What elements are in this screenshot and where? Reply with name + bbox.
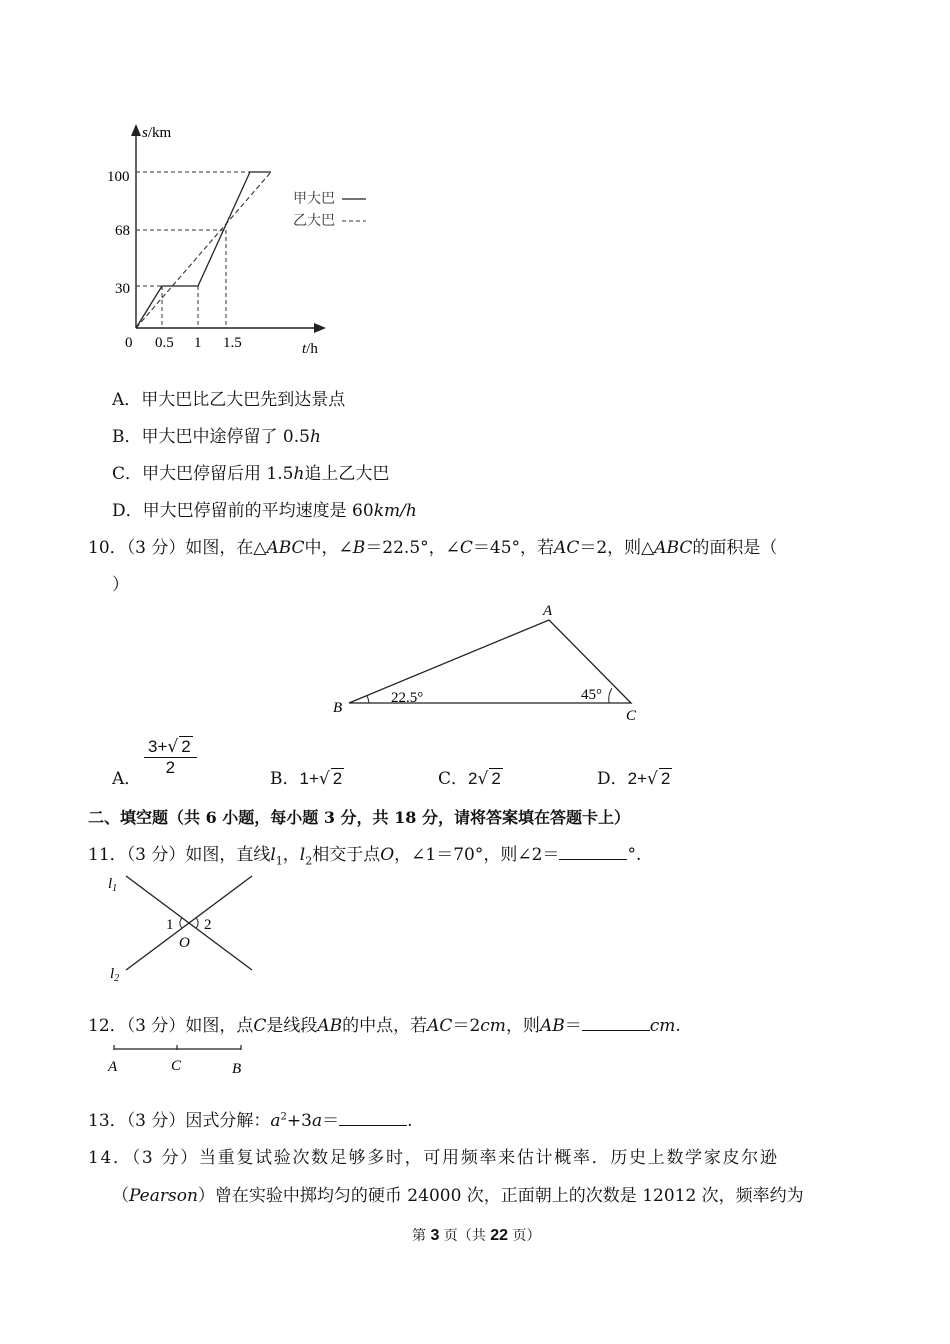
q10-stem <box>88 533 777 558</box>
segment-figure <box>100 1040 260 1078</box>
x-axis-label-t: t <box>302 341 307 357</box>
l1-sub: 1 <box>112 883 118 894</box>
angle-1-arc <box>180 918 182 928</box>
q13-text: 13．（3 分）因式分解： <box>88 1111 271 1131</box>
option-text: 甲大巴停留前的平均速度是 60 <box>142 501 374 521</box>
footer-text: 页（共 <box>439 1228 491 1244</box>
x-axis-arrow <box>314 323 326 333</box>
label-l1 <box>108 876 117 894</box>
q11-stem <box>88 840 641 867</box>
q13-text: . <box>407 1111 413 1131</box>
option-unit: km/h <box>373 501 417 521</box>
vertex-a: A <box>543 603 553 619</box>
q10-text: ＝22.5°，∠ <box>365 538 460 558</box>
option-text: 1+ <box>299 769 319 788</box>
q14-text: ）曾在实验中掷均匀的硬币 24000 次，正面朝上的次数是 12012 次，频率约为 <box>197 1186 804 1206</box>
y-axis-arrow <box>131 124 141 136</box>
q12-unit: cm <box>480 1016 506 1036</box>
x-tick-0: 0 <box>125 335 133 351</box>
q10-option-a-fraction <box>144 736 197 778</box>
option-text: 甲大巴停留后用 1.5 <box>142 464 294 484</box>
q12-stem <box>88 1011 681 1036</box>
fraction-denominator: 2 <box>165 758 176 777</box>
section-heading: 二、填空题（共 6 小题，每小题 3 分，共 18 分，请将答案填在答题卡上） <box>88 808 630 827</box>
y-tick-30: 30 <box>115 281 130 297</box>
x-tick-1: 1 <box>194 335 202 351</box>
q13-stem <box>88 1106 412 1131</box>
option-text: 甲大巴比乙大巴先到达景点 <box>141 390 346 410</box>
q10-ac: AC <box>554 538 580 558</box>
q11-text: 11．（3 分）如图，直线 <box>88 845 271 865</box>
answer-blank[interactable] <box>339 1111 407 1126</box>
q9-option-a <box>112 385 345 410</box>
radicand: 2 <box>332 769 343 788</box>
answer-blank[interactable] <box>559 845 627 860</box>
option-text: 2 <box>468 769 478 788</box>
q12-c: C <box>253 1016 267 1036</box>
q10-abc: ABC <box>266 538 305 558</box>
q10-text: ＝2，则△ <box>579 538 655 558</box>
q13-exponent: 2 <box>280 1111 287 1123</box>
label-o: O <box>179 935 190 951</box>
y-axis-label <box>142 125 172 141</box>
q11-l: l <box>299 845 306 865</box>
option-letter: A． <box>112 769 142 789</box>
guide-lines <box>136 172 250 328</box>
answer-blank[interactable] <box>582 1016 650 1031</box>
l1-letter: l <box>108 876 113 892</box>
q10-text: 中，∠ <box>304 538 353 558</box>
label-angle-2: 2 <box>204 917 212 933</box>
l2-sub: 2 <box>114 973 120 984</box>
angle-c-label: 45° <box>581 687 602 703</box>
point-c-label: C <box>171 1058 182 1074</box>
triangle-figure <box>325 598 645 726</box>
y-tick-100: 100 <box>107 169 130 185</box>
y-axis-label-s: s <box>142 125 148 141</box>
option-letter: D． <box>597 769 628 789</box>
q10-option-a <box>112 764 141 789</box>
option-unit: h <box>309 427 321 447</box>
sqrt-icon: √ <box>477 769 489 789</box>
radicand: 2 <box>181 737 191 756</box>
q12-text: . <box>675 1016 681 1036</box>
angle-2-arc <box>196 918 198 928</box>
sqrt-icon: √ <box>647 769 658 789</box>
page-number: 3 <box>430 1227 440 1244</box>
q10-option-b <box>270 764 344 789</box>
q10-option-d <box>597 764 672 789</box>
q12-ac: AC <box>427 1016 453 1036</box>
option-letter: D． <box>112 501 143 521</box>
q10-option-c <box>438 764 503 789</box>
q10-text: 10．（3 分）如图，在△ <box>88 538 267 558</box>
q10-b: B <box>352 538 366 558</box>
legend-yi: 乙大巴 <box>293 214 335 229</box>
legend-jia: 甲大巴 <box>293 192 335 207</box>
q13-text: ＝ <box>322 1111 340 1131</box>
option-letter: C． <box>438 769 469 789</box>
q9-option-c <box>112 459 389 484</box>
q14-line2 <box>112 1181 804 1206</box>
label-l2 <box>110 966 119 984</box>
q11-text: ， <box>282 845 300 865</box>
q12-text: 是线段 <box>266 1016 318 1036</box>
option-letter: A． <box>112 390 142 410</box>
option-unit: h <box>293 464 305 484</box>
q12-text: ＝2 <box>452 1016 481 1036</box>
q14-pearson: Pearson <box>129 1186 198 1206</box>
page-footer <box>412 1225 541 1245</box>
l2-letter: l <box>110 966 115 982</box>
sqrt-icon: √ <box>318 769 330 789</box>
x-tick-0-5: 0.5 <box>155 335 174 351</box>
y-axis-label-unit: /km <box>147 125 172 141</box>
label-angle-1: 1 <box>166 917 174 933</box>
q12-unit: cm <box>649 1016 676 1036</box>
vertex-c: C <box>626 708 637 724</box>
y-tick-68: 68 <box>115 223 130 239</box>
q13-a: a <box>270 1111 281 1131</box>
option-letter: B． <box>270 769 300 789</box>
q13-text: +3 <box>286 1111 312 1131</box>
radicand: 2 <box>491 769 501 788</box>
radicand: 2 <box>660 769 671 788</box>
angle-c-arc <box>609 688 612 703</box>
q11-text: 相交于点 <box>312 845 381 865</box>
x-tick-1-5: 1.5 <box>223 335 242 351</box>
q11-l: l <box>270 845 276 865</box>
q12-text: 12．（3 分）如图，点 <box>88 1016 254 1036</box>
point-b-label: B <box>232 1061 242 1077</box>
footer-text: 第 <box>412 1228 431 1244</box>
angle-b-arc <box>367 696 369 703</box>
option-text: 甲大巴中途停留了 0.5 <box>141 427 310 447</box>
q14-text: （ <box>112 1186 129 1206</box>
total-pages: 22 <box>490 1227 509 1244</box>
point-a-label: A <box>108 1059 118 1075</box>
q10-abc: ABC <box>654 538 693 558</box>
q10-c: C <box>459 538 473 558</box>
q9-option-b <box>112 422 321 447</box>
q14-line1: 14．（3 分）当重复试验次数足够多时，可用频率来估计概率．历史上数学家皮尔逊 <box>88 1148 779 1168</box>
numerator-text: 3+ <box>148 737 168 756</box>
q12-ab: AB <box>539 1016 565 1036</box>
distance-time-graph <box>100 115 390 360</box>
option-text: 2+ <box>627 769 648 788</box>
q12-ab: AB <box>317 1016 343 1036</box>
q12-text: ＝ <box>564 1016 582 1036</box>
angle-b-label: 22.5° <box>391 690 424 706</box>
q11-sub: 2 <box>305 854 313 868</box>
q11-sub: 1 <box>275 854 283 868</box>
q9-option-d <box>112 496 417 521</box>
q12-text: 的中点，若 <box>342 1016 428 1036</box>
option-letter: B． <box>112 427 142 447</box>
vertex-b: B <box>333 700 343 716</box>
fraction-numerator <box>144 736 197 758</box>
x-axis-label <box>302 341 318 357</box>
q10-text: ＝45°，若 <box>472 538 555 558</box>
option-letter: C． <box>112 464 143 484</box>
footer-text: 页） <box>508 1228 541 1244</box>
q12-text: ，则 <box>505 1016 540 1036</box>
intersecting-lines-figure <box>100 868 265 986</box>
x-axis-label-unit: /h <box>306 341 318 357</box>
q13-a: a <box>311 1111 323 1131</box>
option-text-tail: 追上乙大巴 <box>304 464 390 484</box>
q11-text: ，∠1＝70°，则∠2＝ <box>394 845 560 865</box>
bus-yi-line <box>136 172 271 328</box>
q11-text: °. <box>627 845 642 865</box>
q11-o: O <box>380 845 395 865</box>
q10-stem-line2: ） <box>112 575 129 595</box>
sqrt-icon: √ <box>167 737 179 757</box>
q10-text: 的面积是（ <box>692 538 778 558</box>
